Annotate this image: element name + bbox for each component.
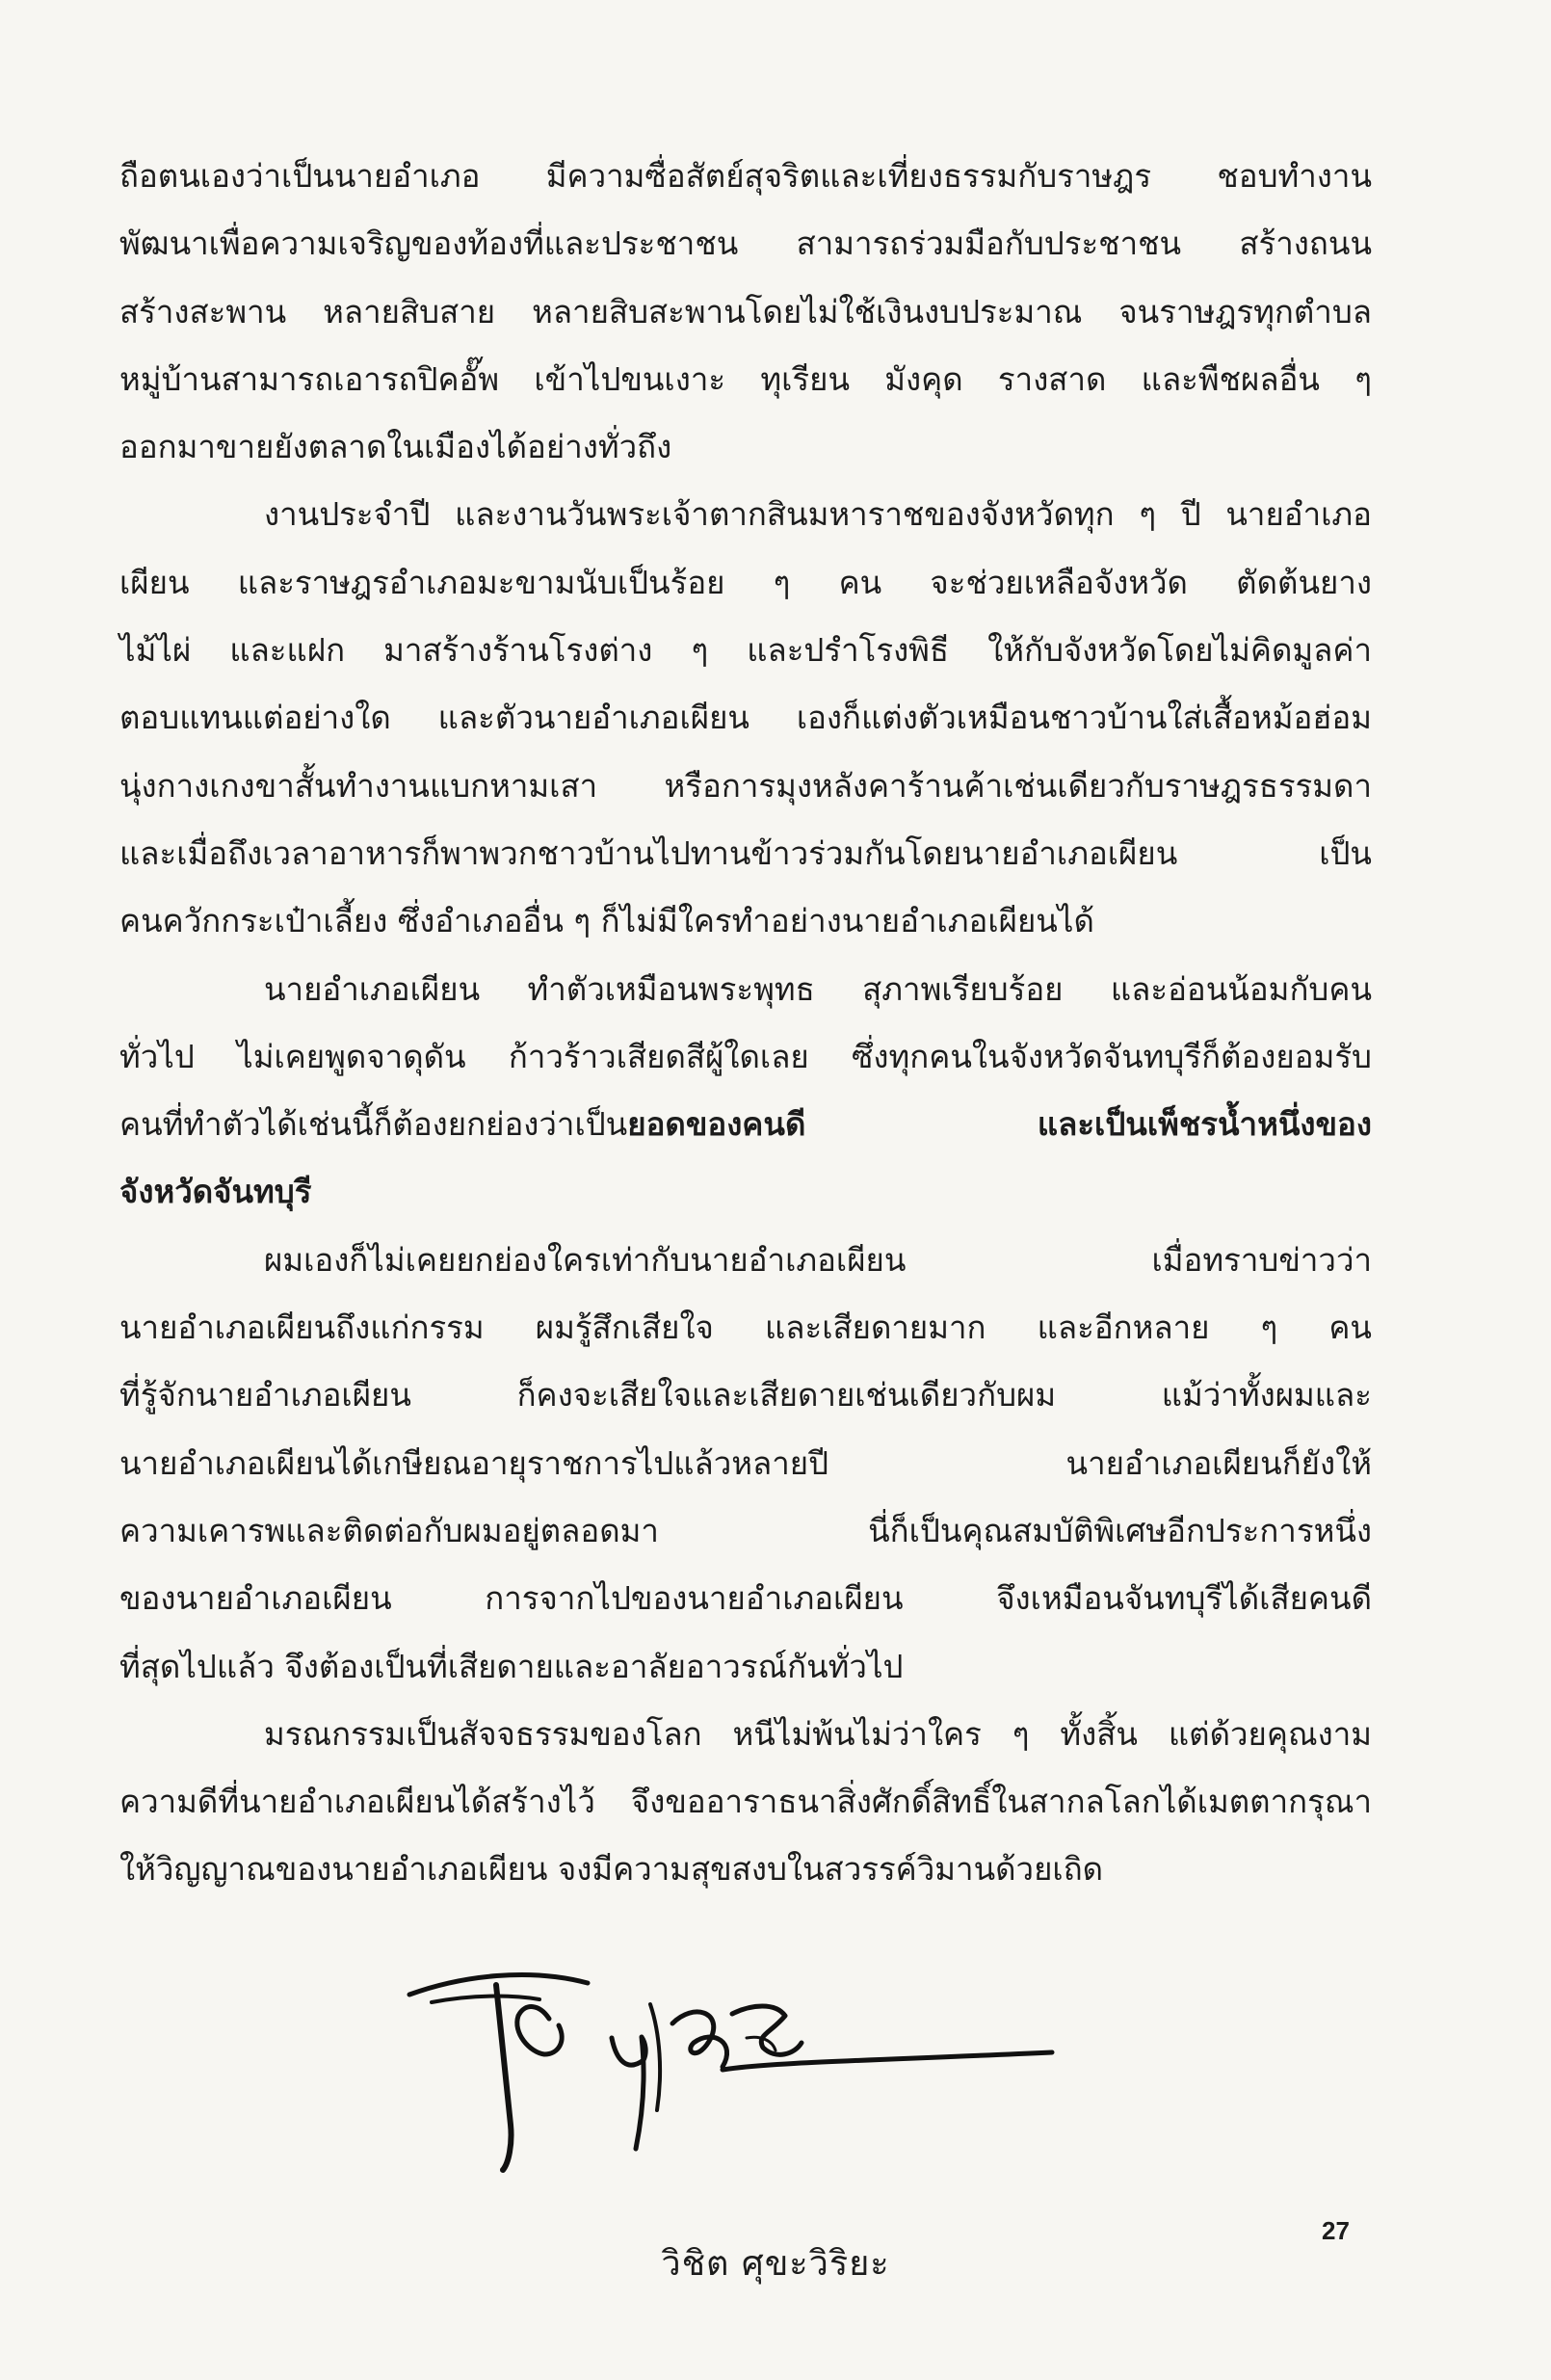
text-line: นุ่งกางเกงขาสั้นทำงานแบกหามเสา หรือการมุงหลังคาร้านค้าเช่นเดียวกับราษฎรธรรมดา	[119, 766, 1372, 805]
text-line: ให้วิญญาณของนายอำเภอเผียน จงมีความสุขสงบในสวรรค์วิมานด้วยเถิด	[119, 1850, 1104, 1889]
text-line: ทั่วไป ไม่เคยพูดจาดุดัน ก้าวร้าวเสียดสีผู้ใดเลย ซึ่งทุกคนในจังหวัดจันทบุรีก็ต้องยอมรับ	[119, 1037, 1372, 1075]
text-line: ที่สุดไปแล้ว จึงต้องเป็นที่เสียดายและอาลัยอาวรณ์กันทั่วไป	[119, 1647, 904, 1685]
text-line: ตอบแทนแต่อย่างใด และตัวนายอำเภอเผียน เองก็แต่งตัวเหมือนชาวบ้านใส่เสื้อหม้อฮ่อม	[119, 699, 1372, 737]
text-line: ไม้ไผ่ และแฝก มาสร้างร้านโรงต่าง ๆ และปรำโรงพิธี ให้กับจังหวัดโดยไม่คิดมูลค่า	[119, 631, 1372, 670]
text-line: นายอำเภอเผียนได้เกษียณอายุราชการไปแล้วหลายปี นายอำเภอเผียนก็ยังให้	[119, 1443, 1372, 1482]
bold-text-segment: ยอดของคนดี และเป็นเพ็ชรน้ำหนึ่งของ	[627, 1105, 1372, 1144]
handwritten-signature	[405, 1946, 1060, 2235]
text-line: เผียน และราษฎรอำเภอมะขามนับเป็นร้อย ๆ คน จะช่วยเหลือจังหวัด ตัดต้นยาง	[119, 563, 1372, 601]
text-line: ถือตนเองว่าเป็นนายอำเภอ มีความซื่อสัตย์สุจริตและเที่ยงธรรมกับราษฎร ชอบทำงาน	[119, 157, 1372, 195]
text-line: สร้างสะพาน หลายสิบสาย หลายสิบสะพานโดยไม่ใช้เงินงบประมาณ จนราษฎรทุกตำบล	[119, 292, 1372, 331]
text-line: ผมเองก็ไม่เคยยกย่องใครเท่ากับนายอำเภอเผียน เมื่อทราบข่าวว่า	[264, 1240, 1372, 1279]
text-line: ความเคารพและติดต่อกับผมอยู่ตลอดมา นี่ก็เป็นคุณสมบัติพิเศษอีกประการหนึ่ง	[119, 1511, 1372, 1549]
text-line: ออกมาขายยังตลาดในเมืองได้อย่างทั่วถึง	[119, 428, 672, 466]
text-line-mixed	[119, 1091, 1372, 1158]
text-line: และเมื่อถึงเวลาอาหารก็พาพวกชาวบ้านไปทานข้าวร่วมกันโดยนายอำเภอเผียน เป็น	[119, 833, 1372, 872]
body-text	[119, 143, 1372, 1904]
text-line: งานประจำปี และงานวันพระเจ้าตากสินมหาราชของจังหวัดทุก ๆ ปี นายอำเภอ	[264, 495, 1372, 534]
text-line: หมู่บ้านสามารถเอารถปิคอั๊พ เข้าไปขนเงาะ ทุเรียน มังคุด รางสาด และพืชผลอื่น ๆ	[119, 359, 1372, 398]
text-line: นายอำเภอเผียนถึงแก่กรรม ผมรู้สึกเสียใจ และเสียดายมาก และอีกหลาย ๆ คน	[119, 1309, 1372, 1347]
page-number: 27	[1322, 2216, 1350, 2245]
text-line: ที่รู้จักนายอำเภอเผียน ก็คงจะเสียใจและเสียดายเช่นเดียวกับผม แม้ว่าทั้งผมและ	[119, 1376, 1372, 1415]
text-line: ของนายอำเภอเผียน การจากไปของนายอำเภอเผียน จึงเหมือนจันทบุรีได้เสียคนดี	[119, 1579, 1372, 1618]
text-line: คนควักกระเป๋าเลี้ยง ซึ่งอำเภออื่น ๆ ก็ไม่มีใครทำอย่างนายอำเภอเผียนได้	[119, 902, 1094, 940]
text-line: มรณกรรมเป็นสัจจธรรมของโลก หนีไม่พ้นไม่ว่าใคร ๆ ทั้งสิ้น แต่ด้วยคุณงาม	[264, 1714, 1372, 1753]
text-line: ความดีที่นายอำเภอเผียนได้สร้างไว้ จึงขออาราธนาสิ่งศักดิ์สิทธิ์ในสากลโลกได้เมตตากรุณา	[119, 1783, 1372, 1821]
text-line: นายอำเภอเผียน ทำตัวเหมือนพระพุทธ สุภาพเรียบร้อย และอ่อนน้อมกับคน	[264, 969, 1372, 1008]
bold-text-line: จังหวัดจันทบุรี	[119, 1173, 312, 1211]
text-segment: คนที่ทำตัวได้เช่นนี้ก็ต้องยกย่องว่าเป็น	[119, 1105, 628, 1144]
text-line: พัฒนาเพื่อความเจริญของท้องที่และประชาชน สามารถร่วมมือกับประชาชน สร้างถนน	[119, 225, 1372, 263]
signer-name: วิชิต ศุขะวิริยะ	[661, 2244, 890, 2284]
